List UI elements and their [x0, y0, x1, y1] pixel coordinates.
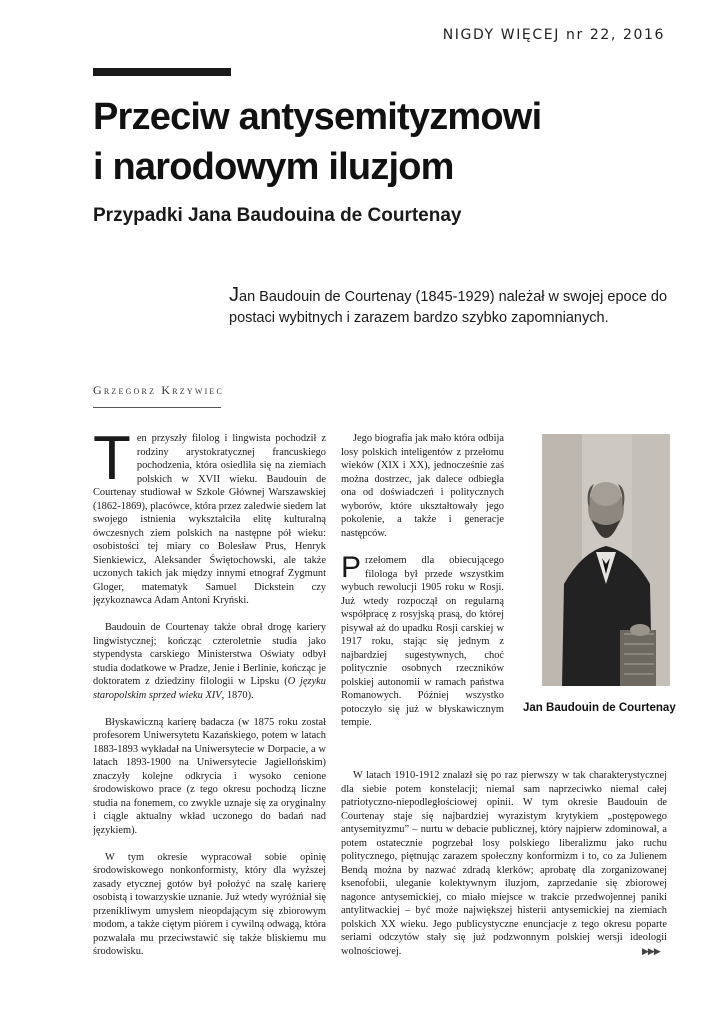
author-name: Grzegorz Krzywiec	[93, 383, 225, 397]
paragraph	[93, 621, 326, 702]
article-title	[93, 92, 653, 192]
paragraph-text: en przyszły filolog i lingwista pochodził z rodziny arystokratycznej francuskiego pochodzenia, która osiedliła się na ziemiach polskich w XVII wieku. Baudouin de Courtenay studiował w Szkole Głównej Warszawskiej (1862-1869), placówce, która przez zaledwie siedem lat swojego istnienia wykształciła elitę kulturalną ówczesnych ziem polskich na następne pół wieku: osobistości tej miary co Bolesław Prus, Henryk Sienkiewicz, Aleksander Świętochowski, ale także uczonych takich jak między innymi etnograf Zygmunt Gloger, matematyk Samuel Dickstein czy językoznawca Adam Antoni Kryński.	[93, 433, 326, 606]
lead-text: an Baudouin de Courtenay (1845-1929) należał w swojej epoce do postaci wybitnych i zarazem bardzo szybko zapomnianych.	[229, 289, 668, 326]
paragraph-text: Baudouin de Courtenay także obrał drogę kariery lingwistycznej; kończąc czteroletnie studia jako stypendysta carskiego Ministerstwa Oświaty odbył studia dodatkowe w Pradze, Jenie i Berlinie, kończąc je doktoratem z dziedziny filologii w Lipsku (	[93, 622, 326, 687]
column-2	[341, 432, 504, 743]
paragraph-text: rzełomem dla obiecującego filologa był przede wszystkim wybuch rewolucji 1905 roku w Rosji. Już wtedy rozpoczął on regularną współpracę z rosyjską prasą, do której pisywał aż do upadku Rosji carskiej w 1917 roku, stając się jednym z najbardziej sugestywnych, choć politycznie osobnych rzeczników polskiej autonomii w ramach państwa Romanowych. Później wszystko potoczyło się już w błyskawicznym tempie.	[341, 555, 504, 728]
dropcap: T	[93, 424, 131, 493]
photo-caption: Jan Baudouin de Courtenay	[523, 702, 676, 714]
paragraph: W tym okresie wypracował sobie opinię środowiskowego nonkonformisty, który dla wyższej zasady etycznej gotów był położyć na szalę karierę osobistą i towarzyskie uznanie. Już wtedy wyróżniał się przenikliwym umysłem nieopdającym się zbiorowym modom, a także ciętym piórem i cywilną odwagą, która pozwalała mu przeciwstawić się także bliskiemu mu środowisku.	[93, 851, 326, 957]
dropcap: P	[341, 551, 362, 584]
column-3	[341, 769, 667, 972]
lead-initial: J	[229, 284, 239, 306]
paragraph: Błyskawiczną karierę badacza (w 1875 roku został profesorem Uniwersytetu Kazańskiego, potem w latach 1883-1893 wykładał na Uniwersytecie w Dorpacie, a w latach 1893-1900 na Uniwersytecie Jagiellońskim) znaczyły kolejne odkrycia i wysoko cenione środowiskowo prace (z tego okresu pochodzą liczne studia na fonemem, co zwykle uznaje się za oryginalny i ciągle aktualny wkład uczonego do badań nad językiem).	[93, 716, 326, 836]
article-subtitle: Przypadki Jana Baudouina de Courtenay	[93, 205, 462, 226]
paragraph: W latach 1910-1912 znalazł się po raz pierwszy w tak charakterystycznej dla siebie potem konstelacji; niemal sam naprzeciwko niemal całej patriotyczno-niepodległościowej opinii. W tym okresie Baudouin de Courtenay staje się najbardziej wyrazistym krytykiem „postępowego antysemityzmu” – nurtu w debacie publicznej, który najpierw zdominował, a potem ostatecznie pogrzebał losy polskiego liberalizmu jako ruchu politycznego, piętnując zarazem społeczny konformizm i to, co za Julienem Bendą można by nazwać zdradą klerków; aprobatę dla zorganizowanej ksenofobii, uleganie kolektywnym iluzjom, zaprzedanie się zbiorowej nagonce antysemickiej, co miało miejsce w trakcie przedwojennej paniki antylitwackiej – być może największej histerii antysemickiej na ziemiach polskich XX wieku. Jego publicystyczne enuncjacje z tego okresu poparte seriami odczytów stały się już podzwonnym polskiej wersji ideologii wolnościowej.	[341, 770, 667, 957]
column-1	[93, 424, 326, 972]
title-rule	[93, 68, 231, 76]
author-rule	[93, 407, 221, 408]
title-line-2: i narodowym iluzjom	[93, 146, 454, 188]
portrait-image	[542, 434, 670, 686]
lead-paragraph	[229, 285, 669, 329]
paragraph: Jego biografia jak mało która odbija losy polskich inteligentów z przełomu wieków (XIX i XX), jednocześnie zaś można dostrzec, jak dalece odbiegła ona od doświadczeń i politycznych wyborów, które ukształtowały jego pokolenie, a także i generacje następców.	[341, 433, 504, 539]
issue-header: NIGDY WIĘCEJ nr 22, 2016	[442, 27, 665, 43]
paragraph	[93, 424, 326, 608]
author-byline	[93, 383, 224, 398]
paragraph	[341, 551, 504, 730]
title-line-1: Przeciw antysemityzmowi	[93, 96, 542, 138]
portrait-photo	[542, 434, 670, 686]
continue-arrows-icon: ▶▶▶	[642, 947, 660, 957]
book-title: O języku staropolskim sprzed wieku XIV	[93, 676, 326, 701]
paragraph-text: , 1870).	[221, 689, 254, 701]
